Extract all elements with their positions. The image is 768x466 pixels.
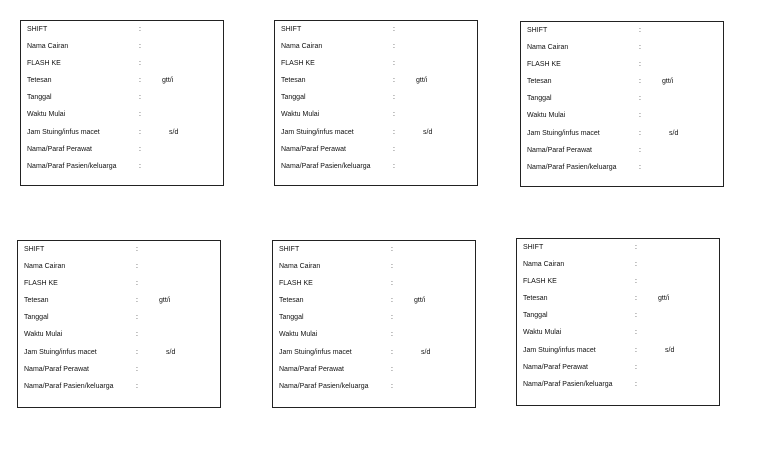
colon: :: [391, 297, 393, 305]
colon: :: [393, 145, 395, 153]
colon: :: [391, 314, 393, 322]
flash-ke-label: FLASH KE: [281, 60, 315, 68]
sampai-dengan-text: s/d: [423, 128, 433, 136]
colon: :: [391, 263, 393, 271]
nama-paraf-pasien-label: Nama/Paraf Pasien/keluarga: [527, 163, 617, 171]
colon: :: [139, 162, 141, 170]
nama-paraf-perawat-row: [527, 142, 717, 159]
waktu-mulai-row: [523, 324, 713, 341]
colon: :: [136, 382, 138, 390]
waktu-mulai-label: Waktu Mulai: [279, 331, 318, 339]
nama-paraf-pasien-row: [527, 159, 717, 176]
colon: :: [639, 27, 641, 34]
colon: :: [635, 380, 637, 388]
sampai-dengan-text: s/d: [669, 129, 679, 137]
colon: :: [639, 78, 641, 86]
waktu-mulai-row: [27, 106, 217, 123]
tetesan-row: [279, 292, 469, 309]
tetesan-unit: gtt/i: [159, 297, 171, 305]
flash-ke-row: [279, 275, 469, 292]
colon: :: [391, 348, 393, 356]
colon: :: [136, 331, 138, 339]
waktu-mulai-row: [24, 326, 214, 343]
waktu-mulai-row: [279, 326, 469, 343]
infusion-label-card: [17, 240, 221, 408]
nama-paraf-pasien-row: [281, 158, 471, 175]
colon: :: [635, 244, 637, 251]
jam-stuing-row: [523, 342, 713, 359]
shift-row: [27, 21, 217, 38]
tanggal-label: Tanggal: [279, 314, 304, 322]
nama-paraf-pasien-label: Nama/Paraf Pasien/keluarga: [281, 162, 371, 170]
colon: :: [136, 348, 138, 356]
nama-paraf-pasien-row: [279, 378, 469, 395]
colon: :: [393, 162, 395, 170]
tanggal-label: Tanggal: [523, 312, 548, 320]
jam-stuing-label: Jam Stuing/infus macet: [523, 346, 596, 354]
tetesan-row: [523, 290, 713, 307]
colon: :: [639, 146, 641, 154]
colon: :: [635, 312, 637, 320]
tanggal-label: Tanggal: [27, 94, 52, 102]
nama-paraf-perawat-label: Nama/Paraf Perawat: [279, 365, 344, 373]
tanggal-row: [281, 89, 471, 106]
flash-ke-label: FLASH KE: [27, 60, 61, 68]
colon: :: [635, 295, 637, 303]
colon: :: [639, 163, 641, 171]
infusion-label-card: [516, 238, 720, 406]
nama-paraf-perawat-row: [279, 361, 469, 378]
jam-stuing-row: [281, 124, 471, 141]
tetesan-row: [527, 73, 717, 90]
colon: :: [639, 129, 641, 137]
colon: :: [139, 145, 141, 153]
flash-ke-label: FLASH KE: [279, 280, 313, 288]
flash-ke-label: FLASH KE: [24, 280, 58, 288]
nama-cairan-label: Nama Cairan: [527, 44, 569, 52]
colon: :: [136, 365, 138, 373]
shift-label: SHIFT: [24, 246, 45, 253]
colon: :: [139, 77, 141, 85]
colon: :: [635, 346, 637, 354]
jam-stuing-row: [24, 344, 214, 361]
nama-paraf-perawat-row: [281, 141, 471, 158]
colon: :: [391, 331, 393, 339]
colon: :: [639, 61, 641, 69]
shift-label: SHIFT: [279, 246, 300, 253]
colon: :: [136, 297, 138, 305]
sampai-dengan-text: s/d: [421, 348, 431, 356]
tanggal-row: [27, 89, 217, 106]
nama-paraf-pasien-label: Nama/Paraf Pasien/keluarga: [24, 382, 114, 390]
colon: :: [639, 44, 641, 52]
flash-ke-row: [27, 55, 217, 72]
nama-cairan-row: [27, 38, 217, 55]
waktu-mulai-label: Waktu Mulai: [27, 111, 66, 119]
flash-ke-row: [523, 273, 713, 290]
shift-row: [523, 239, 713, 256]
nama-cairan-label: Nama Cairan: [523, 261, 565, 269]
shift-label: SHIFT: [523, 244, 544, 251]
tetesan-label: Tetesan: [24, 297, 49, 305]
jam-stuing-label: Jam Stuing/infus macet: [27, 128, 100, 136]
shift-row: [527, 22, 717, 39]
colon: :: [136, 280, 138, 288]
jam-stuing-row: [27, 124, 217, 141]
tetesan-unit: gtt/i: [662, 78, 674, 86]
nama-cairan-row: [24, 258, 214, 275]
colon: :: [393, 43, 395, 51]
jam-stuing-label: Jam Stuing/infus macet: [24, 348, 97, 356]
shift-label: SHIFT: [527, 27, 548, 34]
shift-row: [279, 241, 469, 258]
colon: :: [635, 363, 637, 371]
colon: :: [139, 94, 141, 102]
waktu-mulai-row: [527, 107, 717, 124]
waktu-mulai-label: Waktu Mulai: [24, 331, 63, 339]
tetesan-unit: gtt/i: [162, 77, 174, 85]
colon: :: [136, 263, 138, 271]
nama-cairan-label: Nama Cairan: [281, 43, 323, 51]
tetesan-label: Tetesan: [281, 77, 306, 85]
waktu-mulai-label: Waktu Mulai: [523, 329, 562, 337]
nama-paraf-perawat-label: Nama/Paraf Perawat: [27, 145, 92, 153]
shift-label: SHIFT: [27, 26, 48, 33]
colon: :: [393, 60, 395, 68]
nama-paraf-perawat-row: [24, 361, 214, 378]
nama-paraf-pasien-label: Nama/Paraf Pasien/keluarga: [523, 380, 613, 388]
tanggal-row: [24, 309, 214, 326]
tetesan-row: [281, 72, 471, 89]
flash-ke-row: [24, 275, 214, 292]
infusion-label-card: [274, 20, 478, 186]
tetesan-unit: gtt/i: [658, 295, 670, 303]
flash-ke-label: FLASH KE: [523, 278, 557, 286]
nama-cairan-row: [281, 38, 471, 55]
nama-cairan-row: [523, 256, 713, 273]
nama-paraf-pasien-label: Nama/Paraf Pasien/keluarga: [27, 162, 117, 170]
nama-paraf-pasien-row: [523, 376, 713, 393]
colon: :: [393, 77, 395, 85]
nama-paraf-perawat-row: [523, 359, 713, 376]
tetesan-unit: gtt/i: [414, 297, 426, 305]
nama-paraf-perawat-label: Nama/Paraf Perawat: [281, 145, 346, 153]
shift-row: [281, 21, 471, 38]
nama-cairan-label: Nama Cairan: [279, 263, 321, 271]
nama-cairan-row: [527, 39, 717, 56]
tanggal-row: [523, 307, 713, 324]
tanggal-row: [279, 309, 469, 326]
nama-paraf-pasien-row: [24, 378, 214, 395]
nama-paraf-perawat-label: Nama/Paraf Perawat: [523, 363, 588, 371]
colon: :: [393, 111, 395, 119]
colon: :: [139, 43, 141, 51]
tetesan-label: Tetesan: [27, 77, 52, 85]
nama-cairan-label: Nama Cairan: [24, 263, 66, 271]
colon: :: [391, 365, 393, 373]
flash-ke-label: FLASH KE: [527, 61, 561, 69]
flash-ke-row: [281, 55, 471, 72]
colon: :: [139, 60, 141, 68]
infusion-label-card: [520, 21, 724, 187]
colon: :: [136, 314, 138, 322]
nama-paraf-pasien-row: [27, 158, 217, 175]
colon: :: [635, 261, 637, 269]
waktu-mulai-label: Waktu Mulai: [281, 111, 320, 119]
jam-stuing-label: Jam Stuing/infus macet: [279, 348, 352, 356]
colon: :: [139, 128, 141, 136]
tetesan-row: [24, 292, 214, 309]
nama-paraf-perawat-label: Nama/Paraf Perawat: [24, 365, 89, 373]
nama-paraf-perawat-row: [27, 141, 217, 158]
nama-cairan-label: Nama Cairan: [27, 43, 69, 51]
colon: :: [391, 246, 393, 253]
waktu-mulai-row: [281, 106, 471, 123]
infusion-label-card: [20, 20, 224, 186]
jam-stuing-label: Jam Stuing/infus macet: [281, 128, 354, 136]
tanggal-label: Tanggal: [24, 314, 49, 322]
flash-ke-row: [527, 56, 717, 73]
colon: :: [393, 94, 395, 102]
tetesan-unit: gtt/i: [416, 77, 428, 85]
colon: :: [635, 329, 637, 337]
waktu-mulai-label: Waktu Mulai: [527, 112, 566, 120]
tanggal-label: Tanggal: [281, 94, 306, 102]
infusion-label-card: [272, 240, 476, 408]
shift-row: [24, 241, 214, 258]
colon: :: [136, 246, 138, 253]
shift-label: SHIFT: [281, 26, 302, 33]
tetesan-label: Tetesan: [523, 295, 548, 303]
sampai-dengan-text: s/d: [169, 128, 179, 136]
nama-cairan-row: [279, 258, 469, 275]
colon: :: [639, 95, 641, 103]
sampai-dengan-text: s/d: [166, 348, 176, 356]
jam-stuing-row: [279, 344, 469, 361]
colon: :: [393, 128, 395, 136]
jam-stuing-label: Jam Stuing/infus macet: [527, 129, 600, 137]
colon: :: [139, 111, 141, 119]
tanggal-row: [527, 90, 717, 107]
nama-paraf-perawat-label: Nama/Paraf Perawat: [527, 146, 592, 154]
colon: :: [139, 26, 141, 33]
tanggal-label: Tanggal: [527, 95, 552, 103]
colon: :: [635, 278, 637, 286]
tetesan-label: Tetesan: [279, 297, 304, 305]
colon: :: [639, 112, 641, 120]
colon: :: [391, 280, 393, 288]
colon: :: [393, 26, 395, 33]
tetesan-label: Tetesan: [527, 78, 552, 86]
tetesan-row: [27, 72, 217, 89]
jam-stuing-row: [527, 125, 717, 142]
colon: :: [391, 382, 393, 390]
sampai-dengan-text: s/d: [665, 346, 675, 354]
nama-paraf-pasien-label: Nama/Paraf Pasien/keluarga: [279, 382, 369, 390]
